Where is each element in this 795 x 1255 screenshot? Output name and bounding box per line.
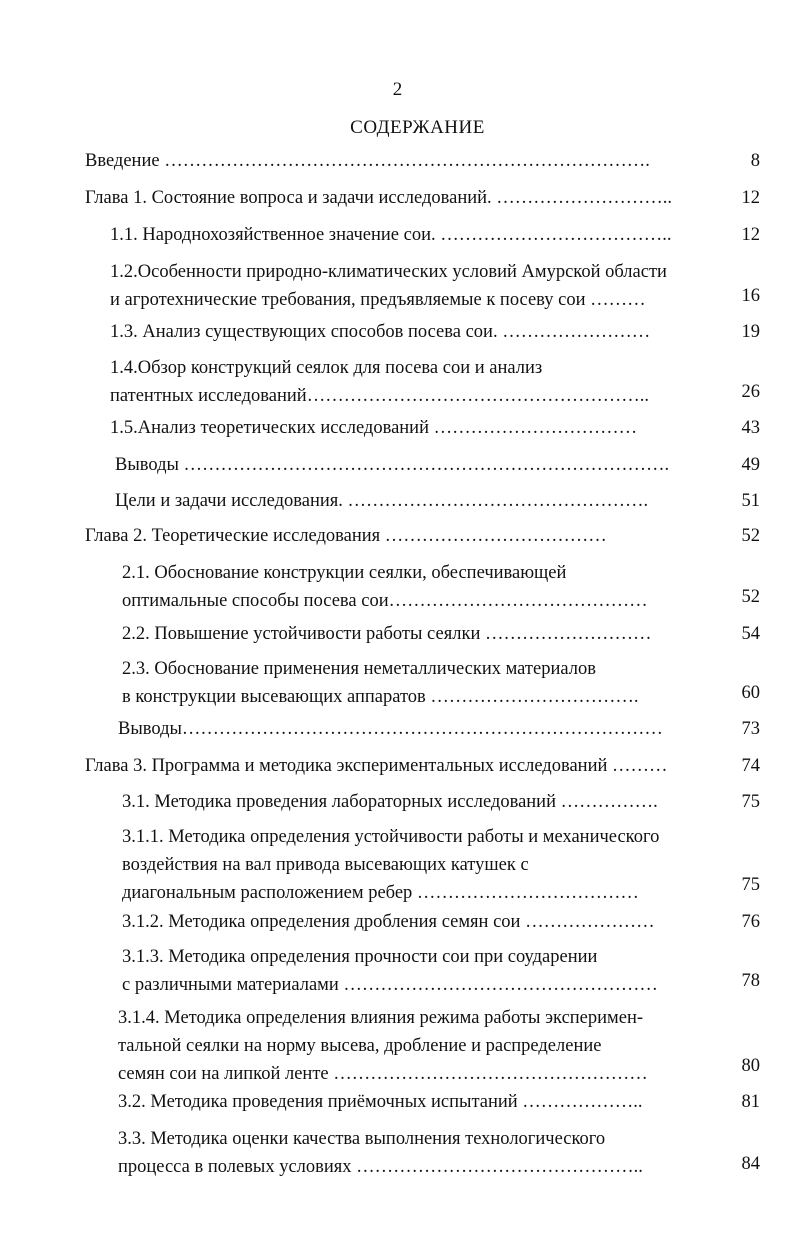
toc-entry-page: 51 — [741, 491, 760, 511]
toc-entry-page: 16 — [741, 286, 760, 306]
toc-entry — [85, 522, 607, 550]
toc-entry-page: 74 — [741, 756, 760, 776]
toc-entry-text: оптимальные способы посева сои…………………………………… — [122, 591, 648, 611]
toc-entry-text: семян сои на липкой ленте …………………………………………… — [118, 1064, 648, 1084]
toc-entry — [122, 620, 651, 648]
toc-entry-text: Глава 2. Теоретические исследования ……………………………… — [85, 526, 607, 546]
toc-entry — [110, 221, 671, 249]
toc-entry-page: 73 — [741, 719, 760, 739]
toc-entry-page: 80 — [741, 1056, 760, 1076]
toc-entry — [118, 715, 663, 743]
toc-entry-text: 1.4.Обзор конструкций сеялок для посева сои и анализ — [110, 358, 543, 378]
toc-entry-text: 1.5.Анализ теоретических исследований …………………………… — [110, 418, 638, 438]
toc-entry-page: 12 — [741, 225, 760, 245]
toc-entry — [115, 451, 669, 479]
toc-entry-page: 84 — [741, 1154, 760, 1174]
toc-entry-text: процесса в полевых условиях ……………………………………….. — [118, 1157, 643, 1177]
toc-entry-text: 2.2. Повышение устойчивости работы сеялки ……………………… — [122, 624, 652, 644]
toc-title: СОДЕРЖАНИЕ — [350, 117, 485, 138]
toc-entry-page: 75 — [741, 875, 760, 895]
toc-entry-page: 78 — [741, 971, 760, 991]
toc-entry-text: Цели и задачи исследования. …………………………………………. — [115, 491, 649, 511]
toc-entry-page: 12 — [741, 188, 760, 208]
toc-entry-page: 52 — [741, 526, 760, 546]
toc-entry — [122, 943, 658, 999]
toc-entry-text: воздействия на вал привода высевающих катушек с — [122, 855, 529, 875]
toc-entry — [118, 1088, 643, 1116]
toc-entry — [110, 318, 650, 346]
toc-entry — [122, 788, 658, 816]
toc-entry-text: с различными материалами …………………………………………… — [122, 975, 658, 995]
toc-entry-text: патентных исследований……………………………………………….. — [110, 386, 649, 406]
toc-entry-text: в конструкции высевающих аппаратов ……………………………. — [122, 687, 639, 707]
toc-entry-text: Глава 3. Программа и методика экспериментальных исследований ……… — [85, 756, 668, 776]
toc-entry-text: 3.3. Методика оценки качества выполнения технологического — [118, 1129, 606, 1149]
toc-entry-text: 3.2. Методика проведения приёмочных испытаний ……………….. — [118, 1092, 643, 1112]
toc-entry-text: и агротехнические требования, предъявляемые к посеву сои ……… — [110, 290, 646, 310]
toc-entry-page: 49 — [741, 455, 760, 475]
toc-entry-text: 2.1. Обоснование конструкции сеялки, обеспечивающей — [122, 563, 567, 583]
toc-entry-text: 3.1.3. Методика определения прочности сои при соударении — [122, 947, 598, 967]
toc-entry-page: 8 — [750, 151, 760, 171]
toc-entry — [122, 908, 655, 936]
toc-entry-page: 52 — [741, 587, 760, 607]
toc-entry-text: 3.1.4. Методика определения влияния режима работы эксперимен- — [118, 1008, 644, 1028]
page-number: 2 — [392, 79, 403, 100]
toc-entry-text: диагональным расположением ребер ……………………………… — [122, 883, 639, 903]
toc-entry — [122, 559, 648, 615]
toc-entry-page: 19 — [741, 322, 760, 342]
toc-entry — [118, 1125, 643, 1181]
toc-entry-text: 3.1. Методика проведения лабораторных исследований ……………. — [122, 792, 658, 812]
toc-entry-page: 75 — [741, 792, 760, 812]
toc-entry-text: Выводы…………………………………………………………………… — [118, 719, 663, 739]
toc-entry-text: тальной сеялки на норму высева, дробление и распределение — [118, 1036, 602, 1056]
toc-entry-text: 1.1. Народнохозяйственное значение сои. ……………………………….. — [110, 225, 672, 245]
toc-entry-text: 1.3. Анализ существующих способов посева сои. …………………… — [110, 322, 651, 342]
toc-entry — [85, 147, 650, 175]
toc-entry — [122, 823, 659, 907]
toc-entry — [110, 258, 667, 314]
toc-entry-text: Выводы ……………………………………………………………………. — [115, 455, 670, 475]
toc-entry-text: 3.1.2. Методика определения дробления семян сои ………………… — [122, 912, 655, 932]
toc-entry — [110, 414, 637, 442]
toc-entry — [115, 487, 648, 515]
toc-entry-page: 54 — [741, 624, 760, 644]
toc-entry — [85, 184, 672, 212]
toc-entry-page: 26 — [741, 382, 760, 402]
toc-entry-page: 60 — [741, 683, 760, 703]
toc-entry-text: 2.3. Обоснование применения неметаллических материалов — [122, 659, 596, 679]
toc-entry-page: 81 — [741, 1092, 760, 1112]
toc-entry-page: 43 — [741, 418, 760, 438]
toc-entry-text: 3.1.1. Методика определения устойчивости работы и механического — [122, 827, 660, 847]
toc-entry — [118, 1004, 648, 1088]
toc-entry — [85, 752, 668, 780]
toc-entry — [110, 354, 649, 410]
toc-entry-text: Введение ……………………………………………………………………. — [85, 151, 650, 171]
toc-entry-page: 76 — [741, 912, 760, 932]
toc-entry-text: Глава 1. Состояние вопроса и задачи исследований. ……………………….. — [85, 188, 673, 208]
toc-entry-text: 1.2.Особенности природно-климатических условий Амурской области — [110, 262, 667, 282]
toc-entry — [122, 655, 639, 711]
